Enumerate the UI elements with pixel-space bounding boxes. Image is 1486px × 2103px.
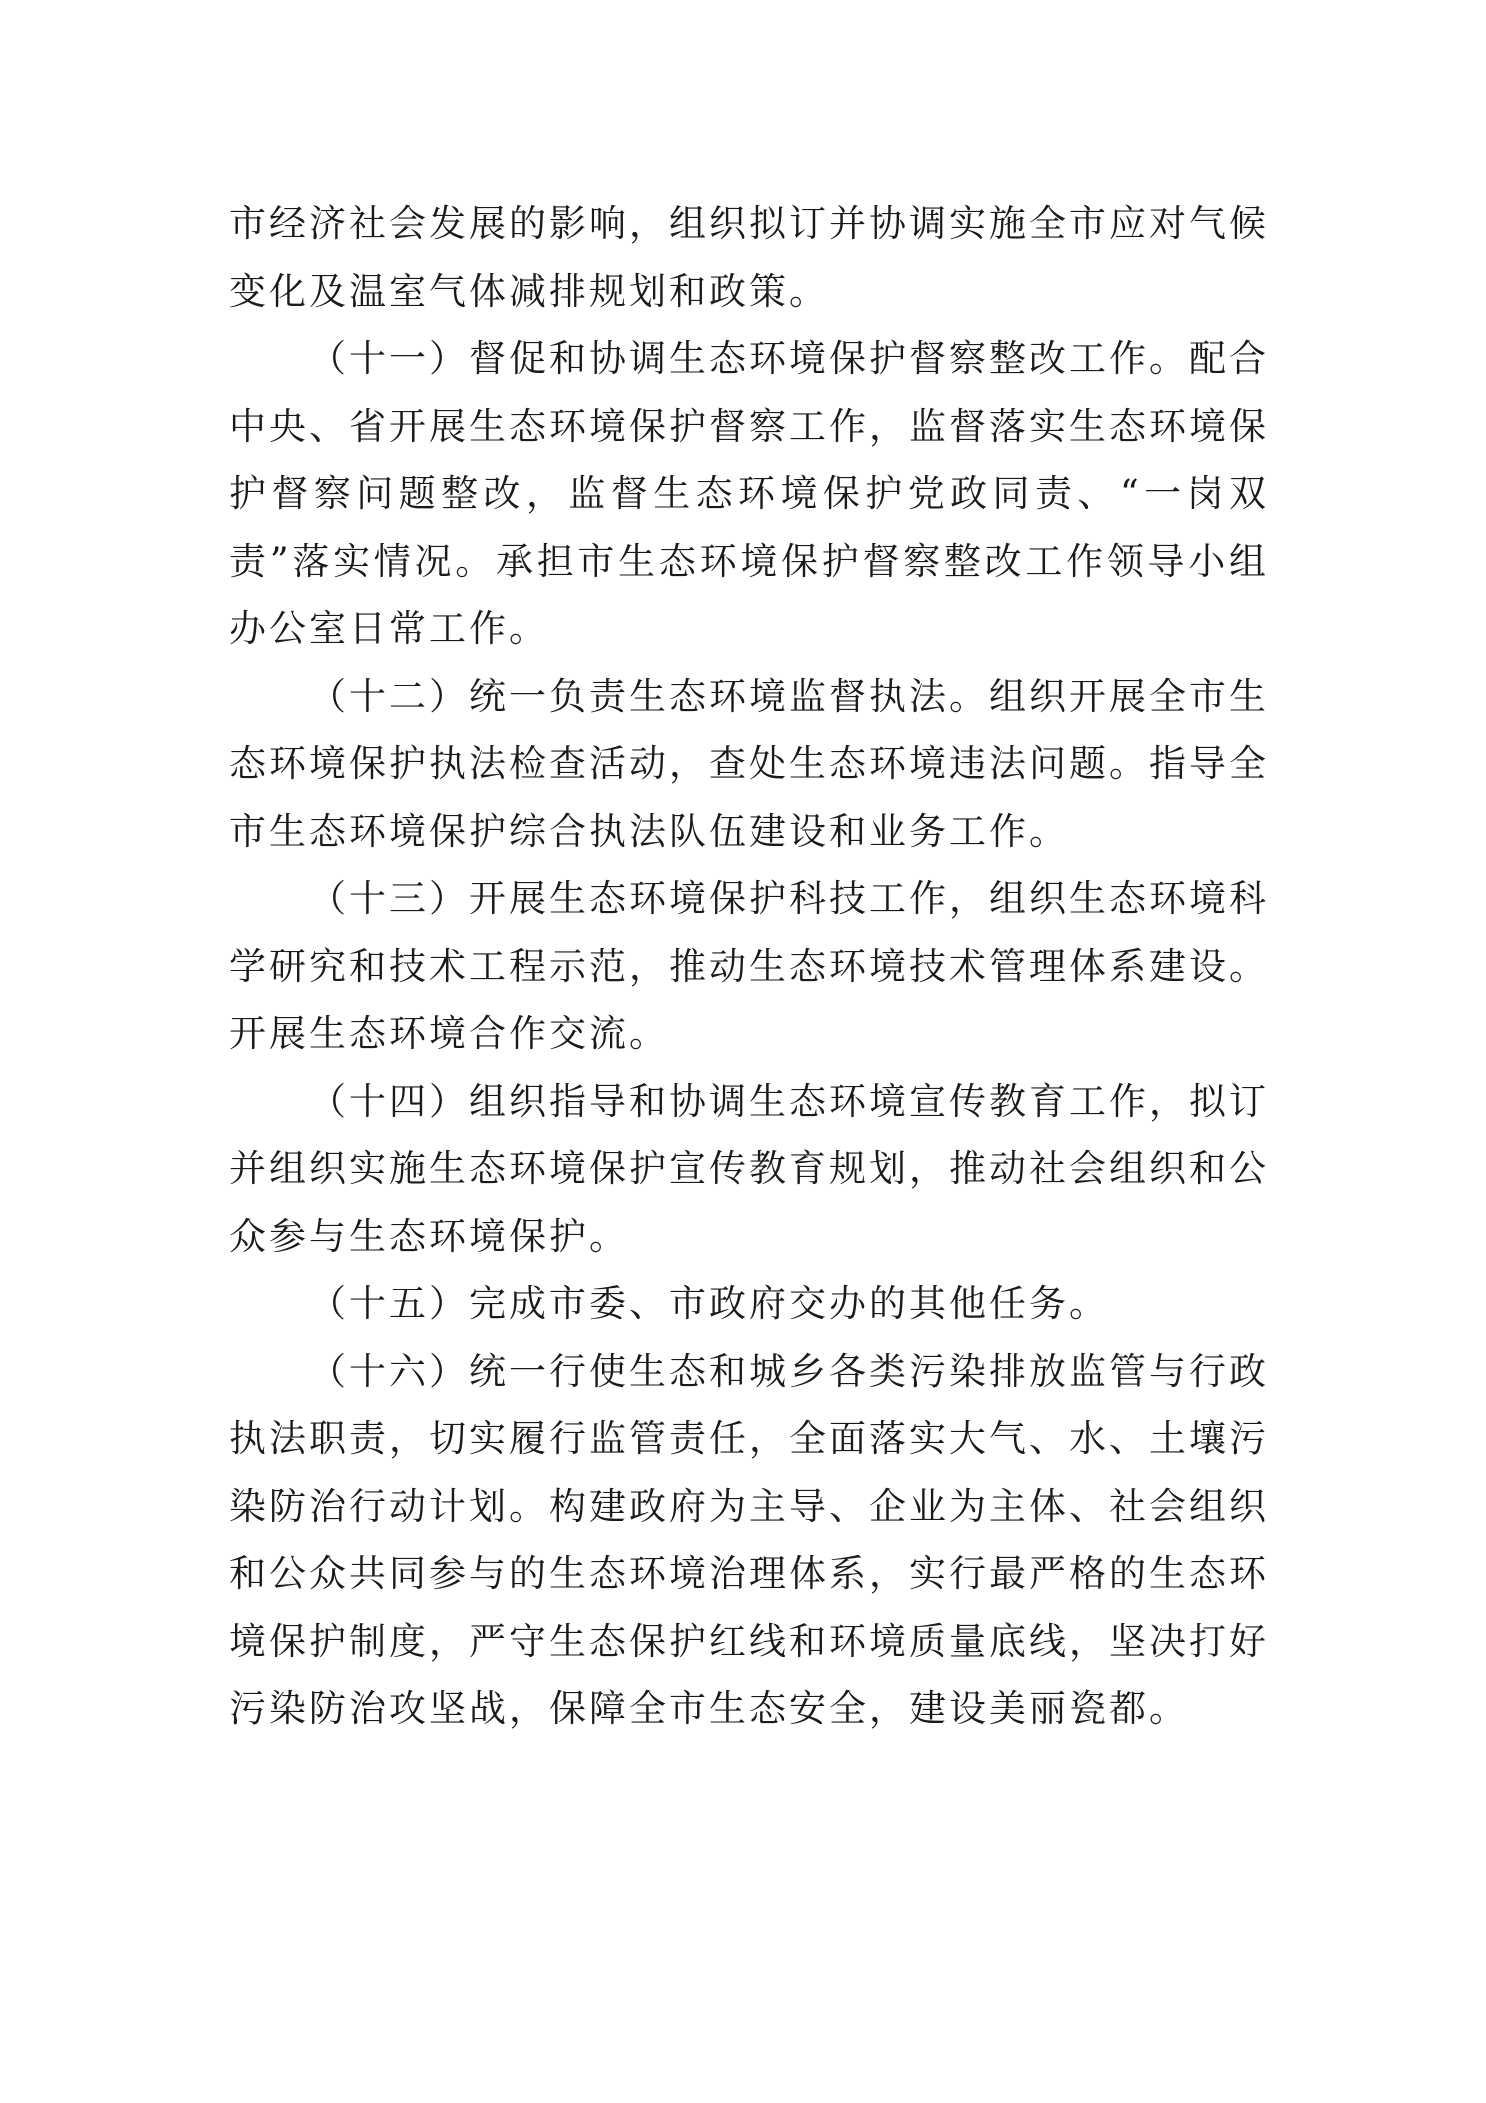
paragraph-item-11: （十一）督促和协调生态环境保护督察整改工作。配合中央、省开展生态环境保护督察工作，监督落实生态环境保护督察问题整改，监督生态环境保护党政同责、“一岗双责”落实情况。承担市生态环境保护督察整改工作领导小组办公室日常工作。 bbox=[229, 337, 1269, 650]
paragraph-climate-continuation: 市经济社会发展的影响，组织拟订并协调实施全市应对气候变化及温室气体减排规划和政策。 bbox=[229, 202, 1269, 313]
paragraph-item-12: （十二）统一负责生态环境监督执法。组织开展全市生态环境保护执法检查活动，查处生态环境违法问题。指导全市生态环境保护综合执法队伍建设和业务工作。 bbox=[229, 674, 1269, 853]
document-body bbox=[229, 190, 1269, 1743]
paragraph-item-15: （十五）完成市委、市政府交办的其他任务。 bbox=[309, 1282, 1109, 1325]
paragraph-item-14: （十四）组织指导和协调生态环境宣传教育工作，拟订并组织实施生态环境保护宣传教育规划，推动社会组织和公众参与生态环境保护。 bbox=[229, 1079, 1269, 1258]
paragraph-item-13: （十三）开展生态环境保护科技工作，组织生态环境科学研究和技术工程示范，推动生态环境技术管理体系建设。开展生态环境合作交流。 bbox=[229, 877, 1269, 1055]
paragraph-item-16: （十六）统一行使生态和城乡各类污染排放监管与行政执法职责，切实履行监管责任，全面落实大气、水、土壤污染防治行动计划。构建政府为主导、企业为主体、社会组织和公众共同参与的生态环境治理体系，实行最严格的生态环境保护制度，严守生态保护红线和环境质量底线，坚决打好污染防治攻坚战，保障全市生态安全，建设美丽瓷都。 bbox=[229, 1349, 1269, 1730]
